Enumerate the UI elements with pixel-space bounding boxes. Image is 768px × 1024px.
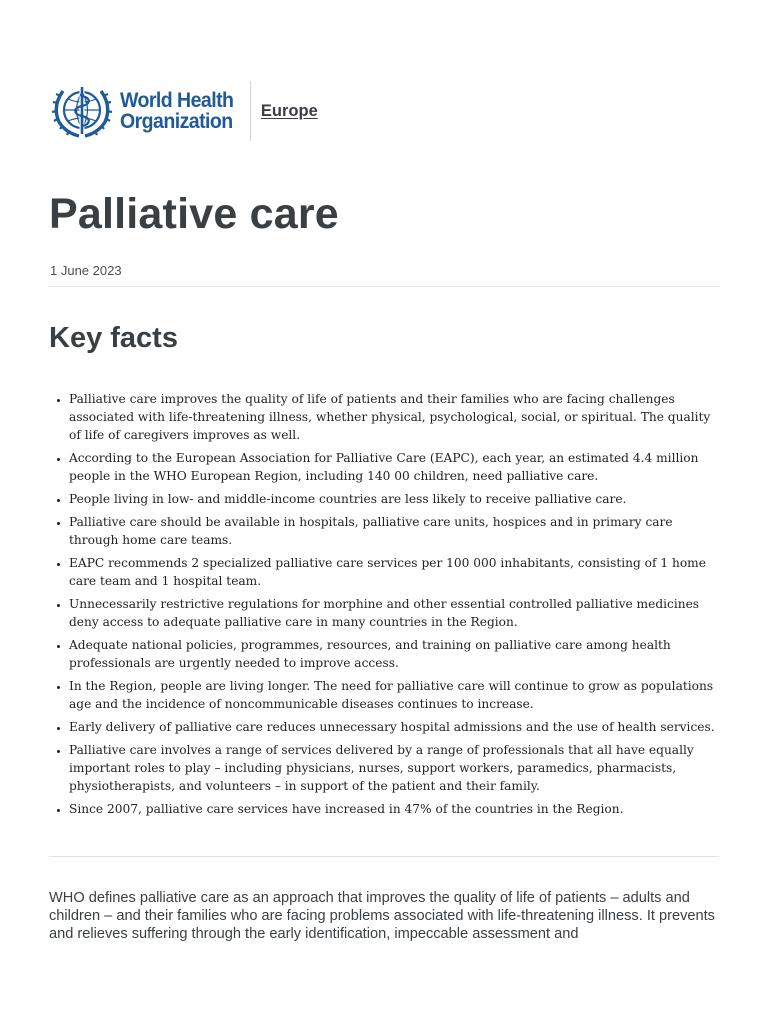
who-emblem-icon <box>49 82 115 140</box>
divider <box>49 856 719 857</box>
publish-date: 1 June 2023 <box>50 263 122 278</box>
logo-line-2: Organization <box>120 110 233 133</box>
key-fact-item: • In the Region, people are living longer. The need for palliative care will continue to grow as populations age and the incidence of noncommunicable diseases continues to increase. <box>69 677 718 713</box>
page-title: Palliative care <box>49 190 339 238</box>
logo-wordmark <box>120 90 233 132</box>
key-fact-item: • People living in low- and middle-income countries are less likely to receive palliative care. <box>69 490 718 508</box>
key-fact-item: • Palliative care should be available in hospitals, palliative care units, hospices and in primary care through home care teams. <box>69 513 718 549</box>
key-fact-item: • Early delivery of palliative care reduces unnecessary hospital admissions and the use of health services. <box>69 718 718 736</box>
site-header <box>49 80 318 142</box>
key-fact-item: • Unnecessarily restrictive regulations for morphine and other essential controlled palliative medicines deny access to adequate palliative care in many countries in the Region. <box>69 595 718 631</box>
key-fact-item: • Palliative care involves a range of services delivered by a range of professionals that all have equally important roles to play – including physicians, nurses, support workers, paramedics, pharmacists, physiotherapists, and volunteers – in support of the patient and their family. <box>69 741 718 796</box>
key-facts-list <box>49 390 718 823</box>
key-facts-heading: Key facts <box>49 322 178 354</box>
key-fact-item: • EAPC recommends 2 specialized palliative care services per 100 000 inhabitants, consisting of 1 home care team and 1 hospital team. <box>69 554 718 590</box>
key-fact-item: • According to the European Association for Palliative Care (EAPC), each year, an estimated 4.4 million people in the WHO European Region, including 140 00 children, need palliative care. <box>69 449 718 485</box>
region-link-europe[interactable]: Europe <box>260 101 318 120</box>
intro-paragraph: WHO defines palliative care as an approach that improves the quality of life of patients – adults and children – and their families who are facing problems associated with life-threatening illness. It prevents and relieves suffering through the early identification, impeccable assessment and <box>49 890 715 942</box>
who-logo[interactable] <box>49 82 242 140</box>
key-fact-item: • Since 2007, palliative care services have increased in 47% of the countries in the Region. <box>69 800 718 818</box>
divider <box>49 286 719 287</box>
key-fact-item: • Adequate national policies, programmes, resources, and training on palliative care among health professionals are urgently needed to improve access. <box>69 636 718 672</box>
key-fact-item: • Palliative care improves the quality of life of patients and their families who are facing challenges associated with life-threatening illness, whether physical, psychological, social, or spiritual. The quality of life of caregivers improves as well. <box>69 390 718 445</box>
logo-line-1: World Health <box>120 89 234 112</box>
header-divider <box>250 81 251 141</box>
